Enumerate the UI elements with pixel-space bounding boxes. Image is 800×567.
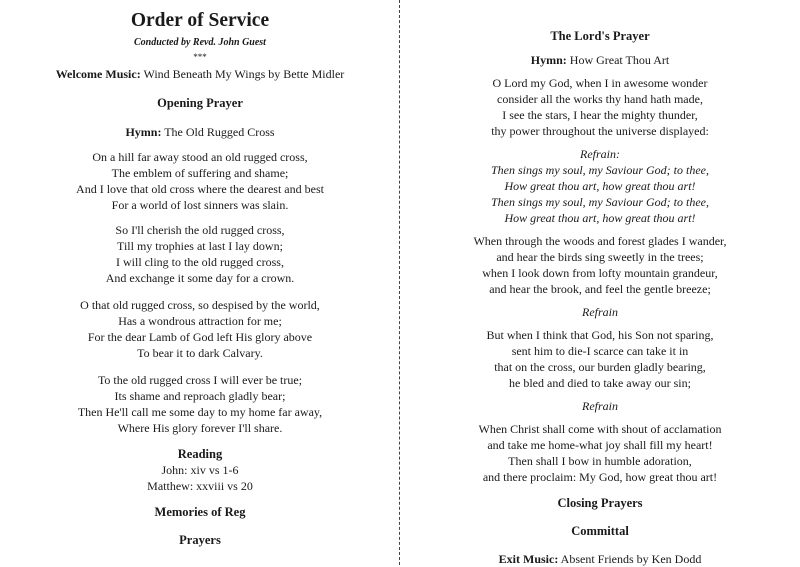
verse-line: So I'll cherish the old rugged cross, (115, 223, 285, 237)
hymn-1-label: Hymn: (125, 125, 162, 139)
verse-line: and take me home-what joy shall fill my heart! (487, 438, 713, 452)
verse-line: and hear the birds sing sweetly in the trees; (496, 250, 704, 264)
committal-heading: Committal (571, 524, 629, 538)
prayers-heading: Prayers (179, 533, 221, 547)
right-page (400, 0, 800, 567)
exit-music-label: Exit Music: (498, 552, 559, 566)
hymn-1 (0, 124, 400, 140)
verse-line: thy power throughout the universe displayed: (491, 124, 709, 138)
verse-line: To bear it to dark Calvary. (137, 346, 263, 360)
refrain-line: How great thou art, how great thou art! (504, 211, 696, 225)
reading-line: John: xiv vs 1-6 (161, 463, 239, 477)
verse-line: For a world of lost sinners was slain. (111, 198, 289, 212)
verse-line: I will cling to the old rugged cross, (116, 255, 284, 269)
hymn-2 (400, 52, 800, 68)
verse-line: I see the stars, I hear the mighty thunder, (502, 108, 698, 122)
verse-line: But when I think that God, his Son not sparing, (486, 328, 714, 342)
verse-line: Till my trophies at last I lay down; (117, 239, 283, 253)
closing-prayers-heading: Closing Prayers (557, 496, 643, 510)
verse-line: he bled and died to take away our sin; (509, 376, 691, 390)
hymn-2-verse-4 (400, 421, 800, 485)
hymn-2-title: How Great Thou Art (566, 53, 670, 67)
verse-line: O Lord my God, when I in awesome wonder (492, 76, 708, 90)
hymn-1-title: The Old Rugged Cross (161, 125, 275, 139)
verse-line: and hear the brook, and feel the gentle breeze; (489, 282, 711, 296)
refrain-line: Then sings my soul, my Saviour God; to thee, (491, 163, 709, 177)
verse-line: consider all the works thy hand hath made, (497, 92, 703, 106)
hymn-1-verse-1 (0, 149, 400, 213)
verse-line: Its shame and reproach gladly bear; (114, 389, 286, 403)
refrain-label: Refrain (582, 399, 618, 413)
welcome-music-text: Wind Beneath My Wings by Bette Midler (140, 67, 345, 81)
verse-line: The emblem of suffering and shame; (111, 166, 289, 180)
hymn-2-label: Hymn: (530, 53, 567, 67)
welcome-music-label: Welcome Music: (55, 67, 141, 81)
refrain-label: Refrain: (580, 147, 620, 161)
hymn-2-verse-2 (400, 233, 800, 297)
verse-line: Then He'll call me some day to my home far away, (77, 405, 323, 419)
verse-line: Has a wondrous attraction for me; (118, 314, 282, 328)
page-title: Order of Service (130, 10, 270, 31)
refrain-line: Then sings my soul, my Saviour God; to thee, (491, 195, 709, 209)
hymn-2-verse-3 (400, 327, 800, 391)
verse-line: And exchange it some day for a crown. (105, 271, 295, 285)
verse-line: Then shall I bow in humble adoration, (508, 454, 692, 468)
hymn-1-verse-2 (0, 222, 400, 286)
conducted-by: Conducted by Revd. John Guest (134, 37, 266, 48)
verse-line: When Christ shall come with shout of acclamation (478, 422, 722, 436)
refrain-line: How great thou art, how great thou art! (504, 179, 696, 193)
verse-line: Where His glory forever I'll share. (117, 421, 283, 435)
hymn-1-verse-3 (0, 297, 400, 361)
verse-line: and there proclaim: My God, how great thou art! (482, 470, 718, 484)
verse-line: that on the cross, our burden gladly bearing, (494, 360, 706, 374)
verse-line: O that old rugged cross, so despised by the world, (80, 298, 320, 312)
verse-line: To the old rugged cross I will ever be true; (97, 373, 303, 387)
refrain-label: Refrain (582, 305, 618, 319)
hymn-2-verse-1 (400, 75, 800, 139)
hymn-1-verse-4 (0, 372, 400, 436)
exit-music-text: Absent Friends by Ken Dodd (558, 552, 702, 566)
verse-line: For the dear Lamb of God left His glory above (87, 330, 313, 344)
welcome-music (0, 66, 400, 82)
reading-heading: Reading (177, 447, 223, 461)
verse-line: When through the woods and forest glades I wander, (473, 234, 727, 248)
separator-stars: *** (193, 52, 207, 62)
memories-heading: Memories of Reg (154, 505, 246, 519)
lords-prayer-heading: The Lord's Prayer (550, 29, 650, 43)
verse-line: sent him to die-I scarce can take it in (511, 344, 689, 358)
refrain (400, 146, 800, 226)
left-page (0, 0, 400, 548)
verse-line: On a hill far away stood an old rugged cross, (92, 150, 308, 164)
reading-line: Matthew: xxviii vs 20 (147, 479, 253, 493)
verse-line: when I look down from lofty mountain grandeur, (482, 266, 718, 280)
opening-prayer-heading: Opening Prayer (157, 96, 243, 110)
verse-line: And I love that old cross where the dearest and best (76, 182, 324, 196)
